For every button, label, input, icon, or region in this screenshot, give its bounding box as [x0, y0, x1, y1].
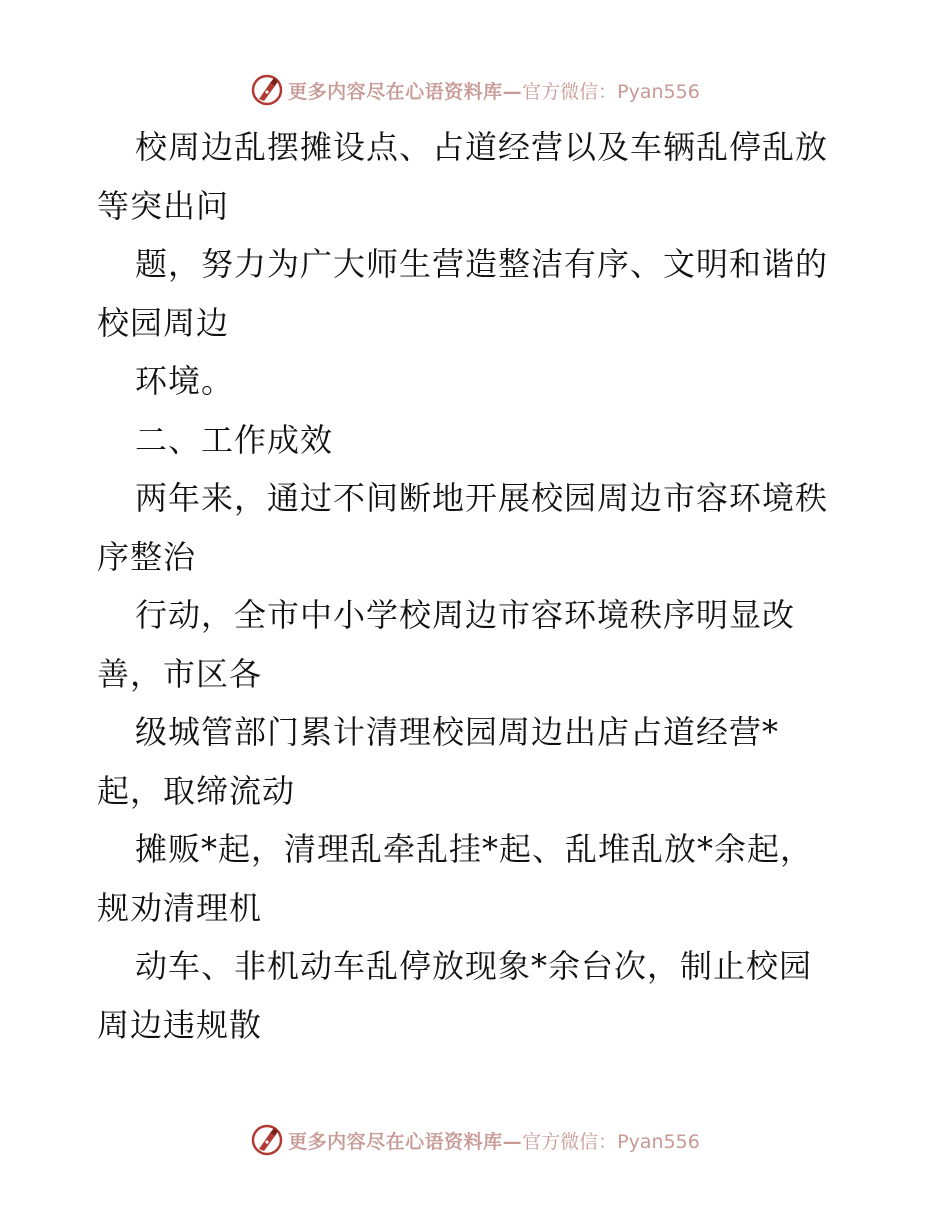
watermark-promo-text: 更多内容尽在心语资料库—: [288, 80, 523, 103]
fountain-pen-nib-icon: [250, 73, 284, 107]
paragraph-line: 校周边乱摆摊设点、占道经营以及车辆乱停乱放: [135, 128, 829, 166]
section-heading: 二、工作成效: [135, 420, 334, 459]
paragraph-line: 序整治: [97, 537, 197, 576]
watermark-wechat-text: 官方微信：Pyan556: [522, 1130, 700, 1153]
paragraph-line: 动车、非机动车乱停放现象*余台次，制止校园: [135, 947, 813, 985]
paragraph-line: 规劝清理机: [97, 888, 263, 927]
paragraph-line: 善，市区各: [97, 654, 263, 693]
fountain-pen-nib-icon: [250, 1123, 284, 1157]
watermark-promo-text: 更多内容尽在心语资料库—: [288, 1130, 523, 1153]
paragraph-line: 行动，全市中小学校周边市容环境秩序明显改: [135, 596, 796, 634]
paragraph-line: 周边违规散: [97, 1005, 263, 1044]
watermark-wechat-text: 官方微信：Pyan556: [522, 80, 700, 103]
paragraph-line: 摊贩*起，清理乱牵乱挂*起、乱堆乱放*余起，: [135, 830, 814, 868]
paragraph-line: 题，努力为广大师生营造整洁有序、文明和谐的: [135, 245, 829, 283]
document-body: [97, 118, 857, 1054]
paragraph-line: 环境。: [135, 362, 235, 400]
header-watermark: [0, 70, 950, 110]
paragraph-line: 等突出问: [97, 186, 230, 225]
paragraph-line: 起，取缔流动: [97, 771, 296, 810]
paragraph-line: 两年来，通过不间断地开展校园周边市容环境秩: [135, 479, 829, 517]
paragraph-line: 级城管部门累计清理校园周边出店占道经营*: [135, 713, 780, 751]
paragraph-line: 校园周边: [97, 303, 230, 342]
footer-watermark: [0, 1120, 950, 1160]
